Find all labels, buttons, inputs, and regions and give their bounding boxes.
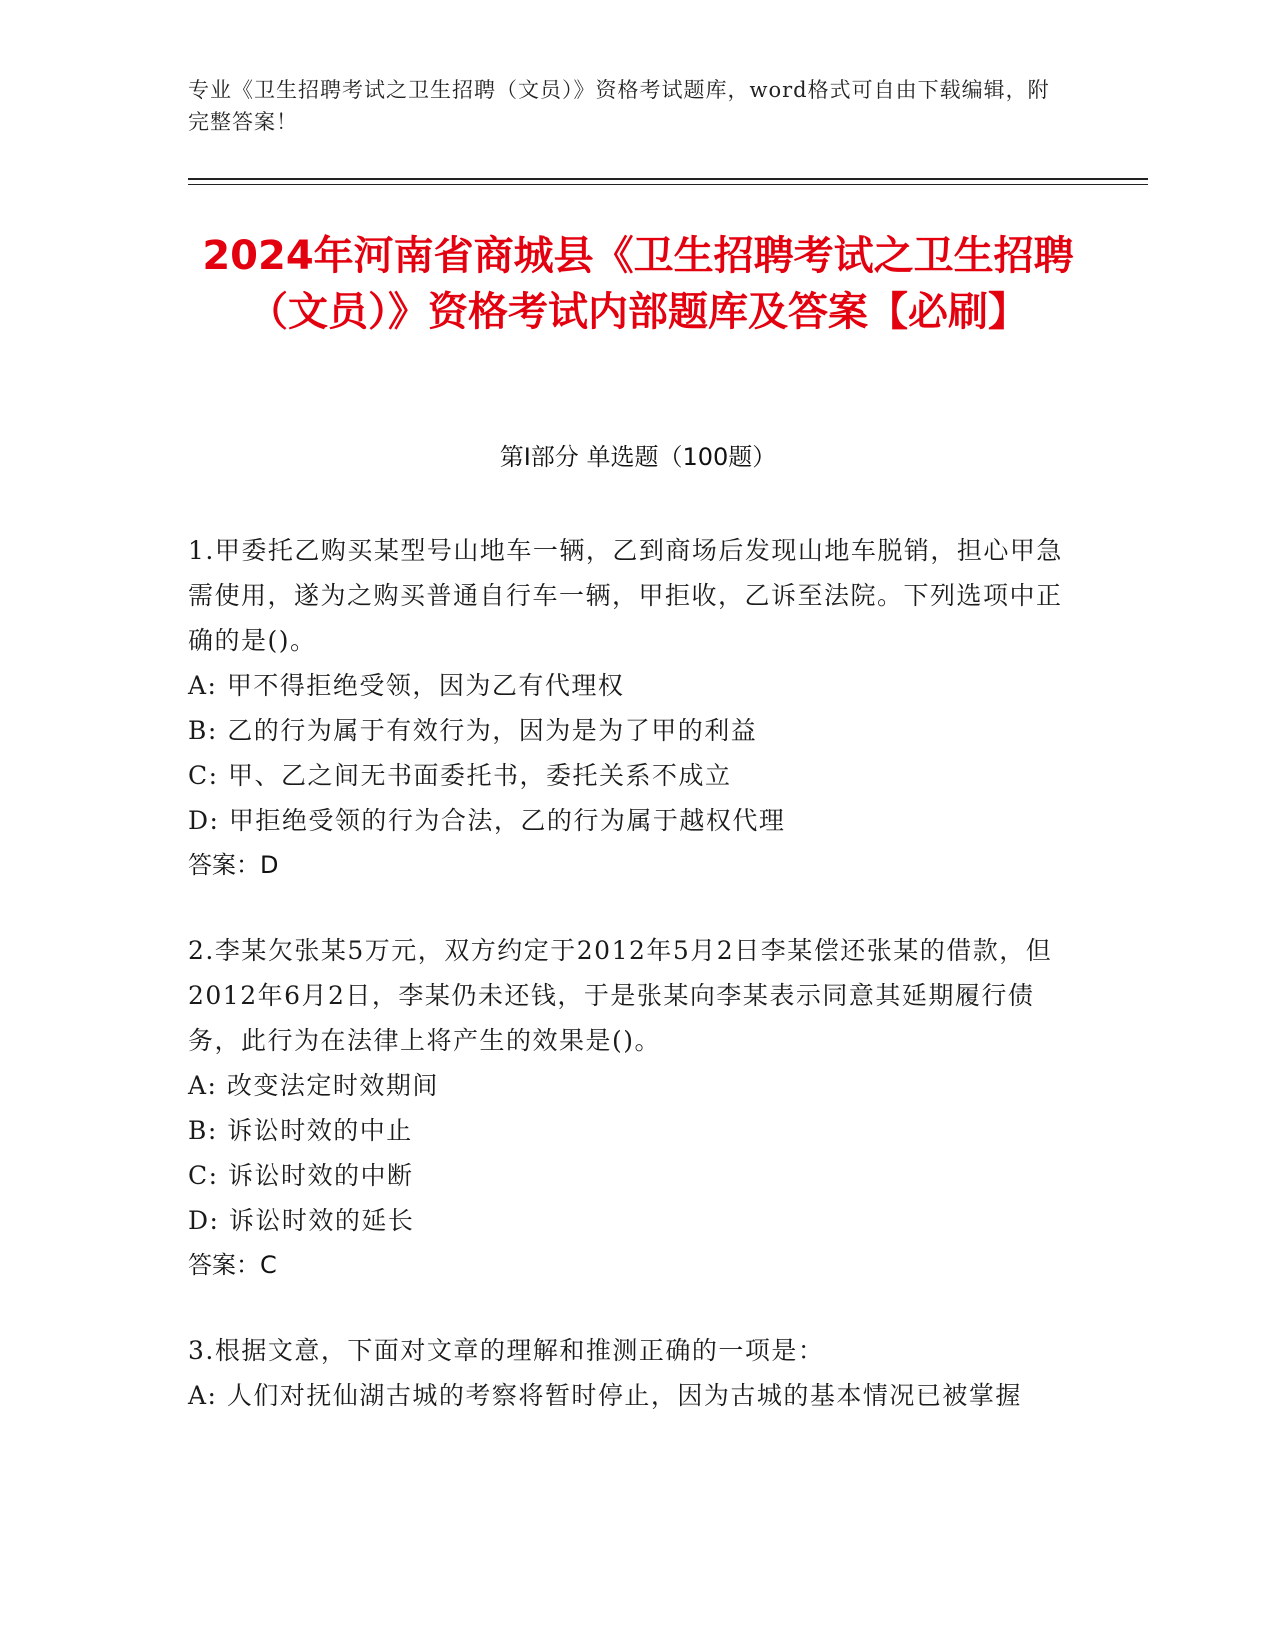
header-note: 专业《卫生招聘考试之卫生招聘（文员）》资格考试题库，word格式可自由下载编辑，附完整答案！ <box>188 78 1050 134</box>
option-a: A: 改变法定时效期间 <box>188 1071 439 1100</box>
question-stem: 1.甲委托乙购买某型号山地车一辆，乙到商场后发现山地车脱销，担心甲急需使用，遂为之购买普通自行车一辆，甲拒收，乙诉至法院。下列选项中正确的是()。 <box>188 536 1063 655</box>
option-d: D: 甲拒绝受领的行为合法，乙的行为属于越权代理 <box>188 806 786 835</box>
option-d: D: 诉讼时效的延长 <box>188 1206 415 1235</box>
document-title: 2024年河南省商城县《卫生招聘考试之卫生招聘（文员）》资格考试内部题库及答案【必刷】 <box>202 233 1074 335</box>
section-heading: 第Ⅰ部分 单选题（100题） <box>499 443 777 471</box>
answer: 答案：C <box>188 1251 277 1279</box>
question-1 <box>188 528 1068 888</box>
option-c: C: 诉讼时效的中断 <box>188 1161 414 1190</box>
question-3 <box>188 1328 1068 1418</box>
option-b: B: 诉讼时效的中止 <box>188 1116 413 1145</box>
question-2 <box>188 928 1068 1288</box>
header-rule-thin <box>188 184 1148 185</box>
question-stem: 3.根据文意，下面对文章的理解和推测正确的一项是： <box>188 1336 825 1365</box>
option-a: A: 甲不得拒绝受领，因为乙有代理权 <box>188 671 625 700</box>
option-c: C: 甲、乙之间无书面委托书，委托关系不成立 <box>188 761 732 790</box>
option-a: A: 人们对抚仙湖古城的考察将暂时停止，因为古城的基本情况已被掌握 <box>188 1381 1022 1410</box>
answer: 答案：D <box>188 851 279 879</box>
question-stem: 2.李某欠张某5万元，双方约定于2012年5月2日李某偿还张某的借款，但2012年6月2日，李某仍未还钱，于是张某向李某表示同意其延期履行债务，此行为在法律上将产生的效果是()。 <box>188 936 1053 1055</box>
header-rule-thick <box>188 178 1148 180</box>
question-list <box>188 528 1068 1458</box>
option-b: B: 乙的行为属于有效行为，因为是为了甲的利益 <box>188 716 758 745</box>
